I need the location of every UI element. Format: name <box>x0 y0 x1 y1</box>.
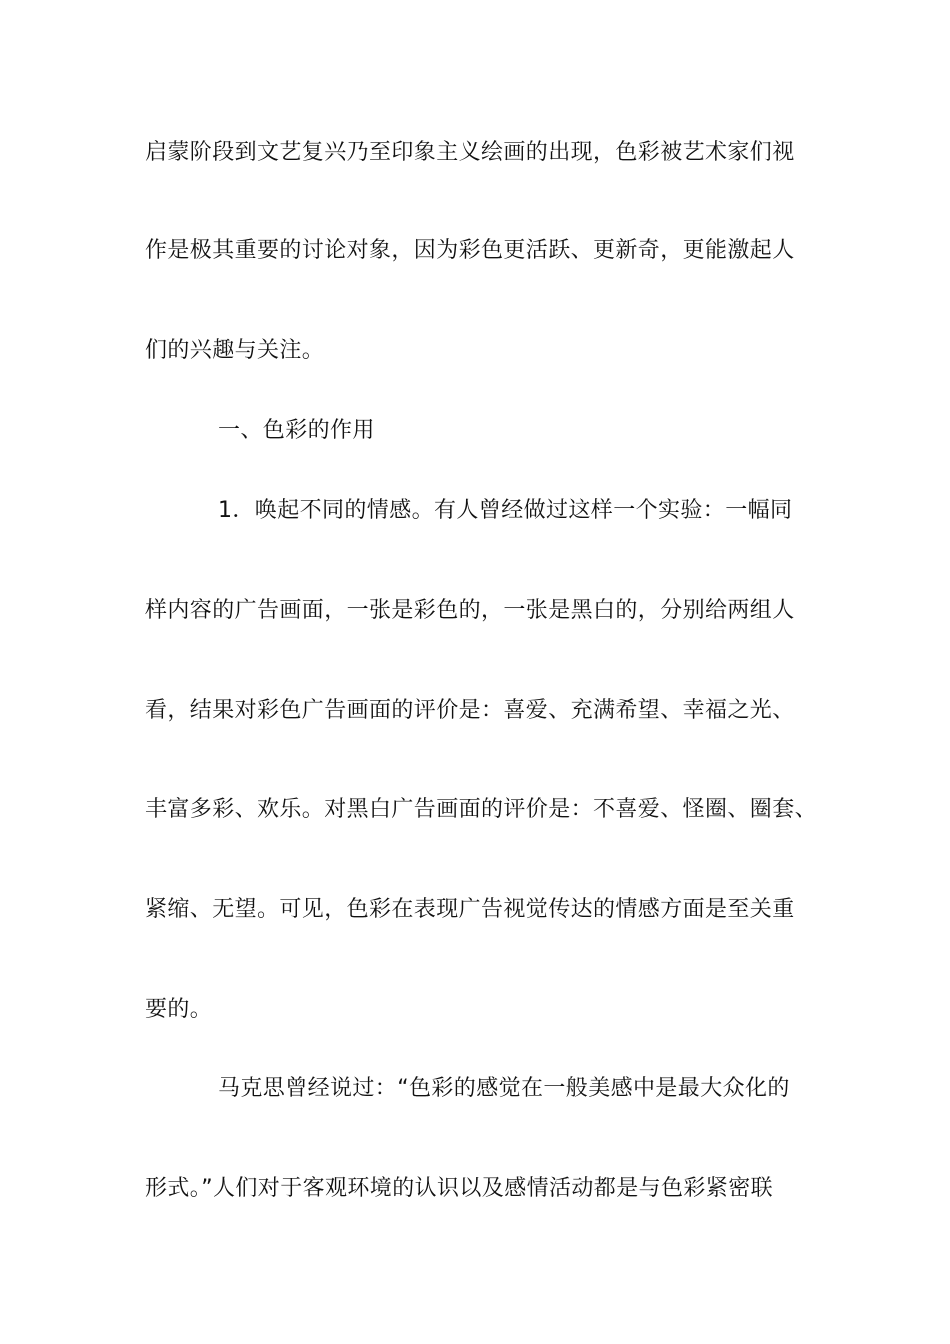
text-line: 马克思曾经说过：“色彩的感觉在一般美感中是最大众化的 <box>218 1076 790 1101</box>
text-line: 启蒙阶段到文艺复兴乃至印象主义绘画的出现，色彩被艺术家们视 <box>145 140 795 165</box>
text-line: 丰富多彩、欢乐。对黑白广告画面的评价是：不喜爱、怪圈、圈套、 <box>145 797 818 822</box>
text-line: 要的。 <box>145 997 213 1022</box>
text-line: 1．唤起不同的情感。有人曾经做过这样一个实验：一幅同 <box>218 498 793 523</box>
section-heading: 一、色彩的作用 <box>218 418 375 443</box>
text-line: 看，结果对彩色广告画面的评价是：喜爱、充满希望、幸福之光、 <box>145 698 795 723</box>
text-line: 紧缩、无望。可见，色彩在表现广告视觉传达的情感方面是至关重 <box>145 897 795 922</box>
text-line: 们的兴趣与关注。 <box>145 338 325 363</box>
text-line: 形式。”人们对于客观环境的认识以及感情活动都是与色彩紧密联 <box>145 1176 773 1201</box>
text-line: 作是极其重要的讨论对象，因为彩色更活跃、更新奇，更能激起人 <box>145 238 795 263</box>
text-line: 样内容的广告画面，一张是彩色的，一张是黑白的，分别给两组人 <box>145 598 795 623</box>
